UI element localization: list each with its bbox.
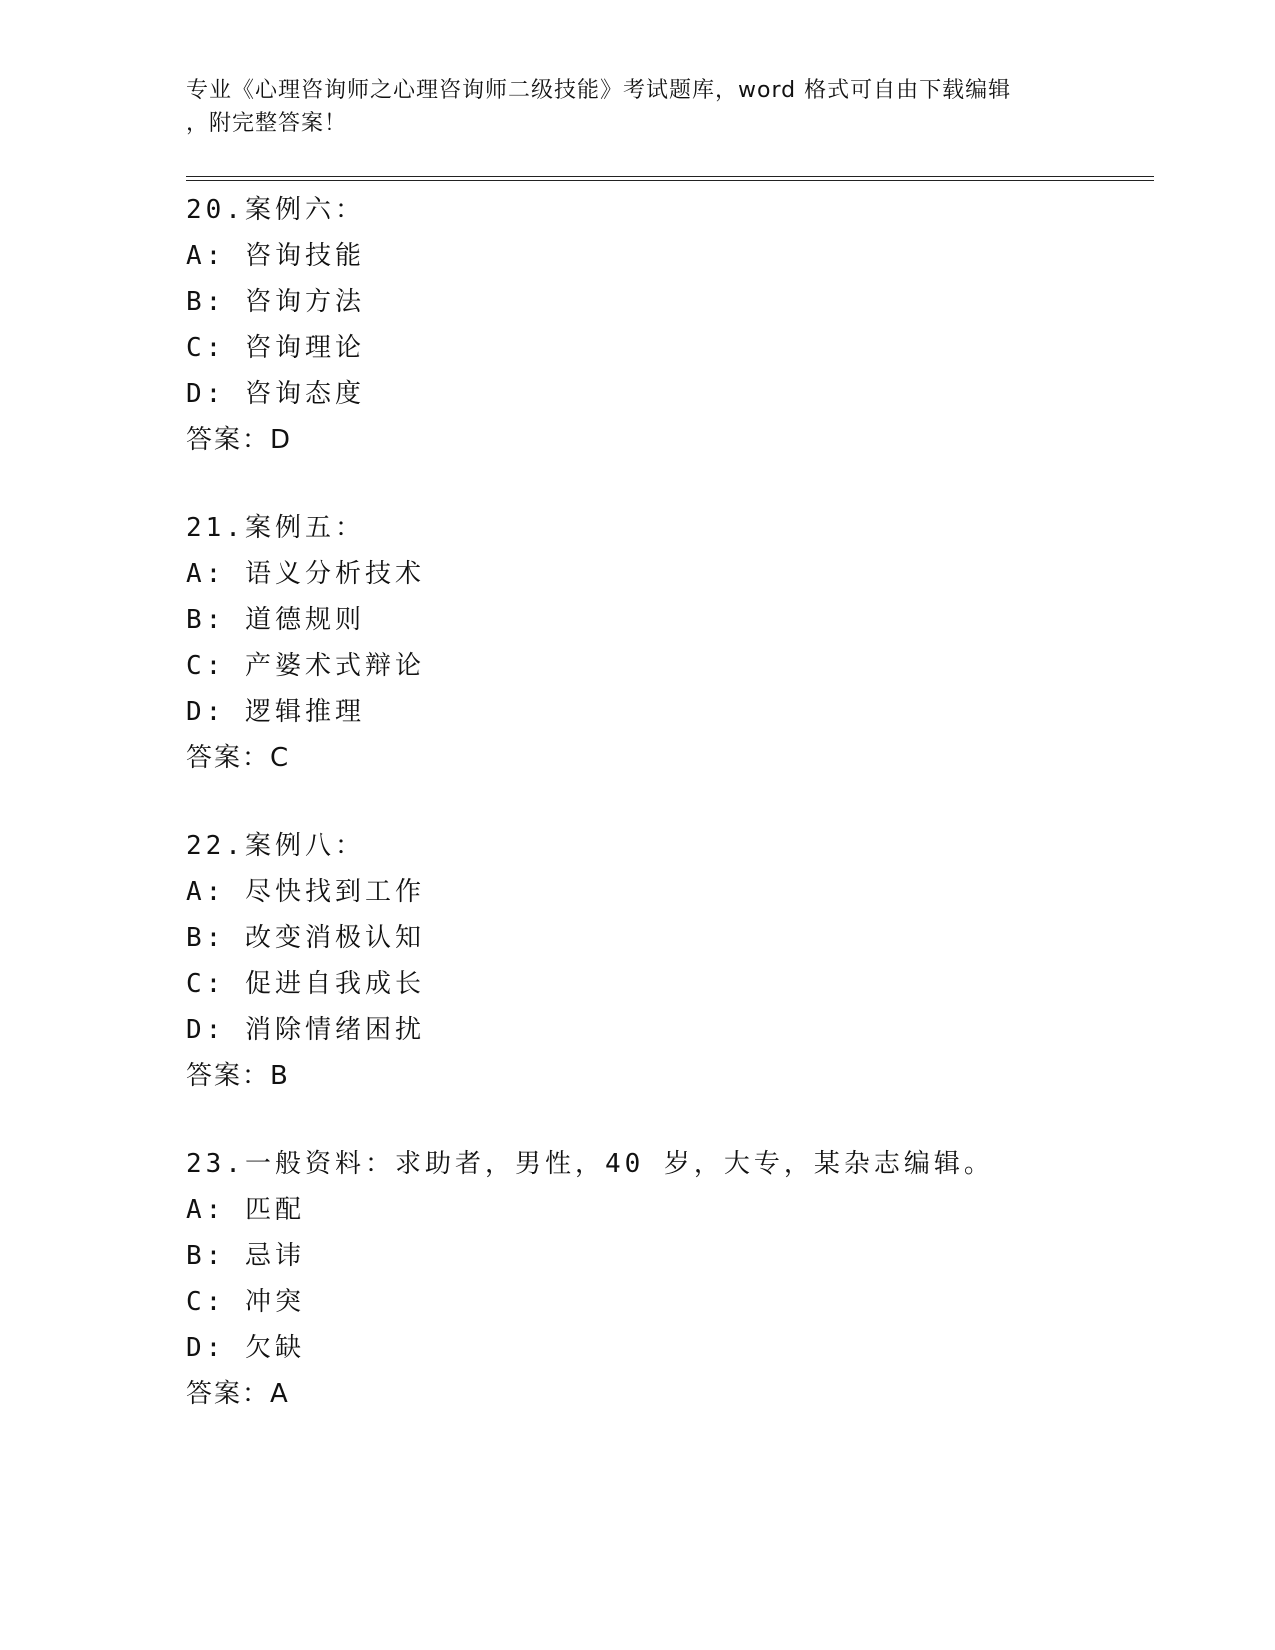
option-d: D: 消除情绪困扰 [186,1015,425,1045]
option-c: C: 促进自我成长 [186,969,425,999]
answer-label: 答案：D [186,425,293,455]
option-d: D: 欠缺 [186,1333,305,1363]
option-c: C: 咨询理论 [186,333,365,363]
answer-label: 答案：B [186,1061,290,1091]
question-stem: 21.案例五： [186,513,365,543]
option-a: A: 咨询技能 [186,241,365,271]
answer-label: 答案：A [186,1379,290,1409]
question-21 [186,505,1154,781]
option-d: D: 逻辑推理 [186,697,365,727]
question-23 [186,1141,1154,1417]
answer-label: 答案：C [186,743,291,773]
question-22 [186,823,1154,1099]
option-d: D: 咨询态度 [186,379,365,409]
option-c: C: 产婆术式辩论 [186,651,425,681]
option-b: B: 改变消极认知 [186,923,425,953]
question-20 [186,187,1154,463]
option-a: A: 匹配 [186,1195,305,1225]
question-stem: 23.一般资料：求助者，男性，40 岁，大专，某杂志编辑。 [186,1149,994,1179]
question-stem: 20.案例六： [186,195,365,225]
option-a: A: 尽快找到工作 [186,877,425,907]
option-b: B: 咨询方法 [186,287,365,317]
document-header [186,74,1086,140]
question-list [186,187,1154,1459]
option-b: B: 忌讳 [186,1241,305,1271]
header-title-continuation: ，附完整答案！ [186,111,348,136]
header-title-line: 专业《心理咨询师之心理咨询师二级技能》考试题库，word 格式可自由下载编辑 [186,78,1012,103]
option-a: A: 语义分析技术 [186,559,425,589]
option-c: C: 冲突 [186,1287,305,1317]
header-divider [186,176,1154,181]
question-stem: 22.案例八： [186,831,365,861]
option-b: B: 道德规则 [186,605,365,635]
